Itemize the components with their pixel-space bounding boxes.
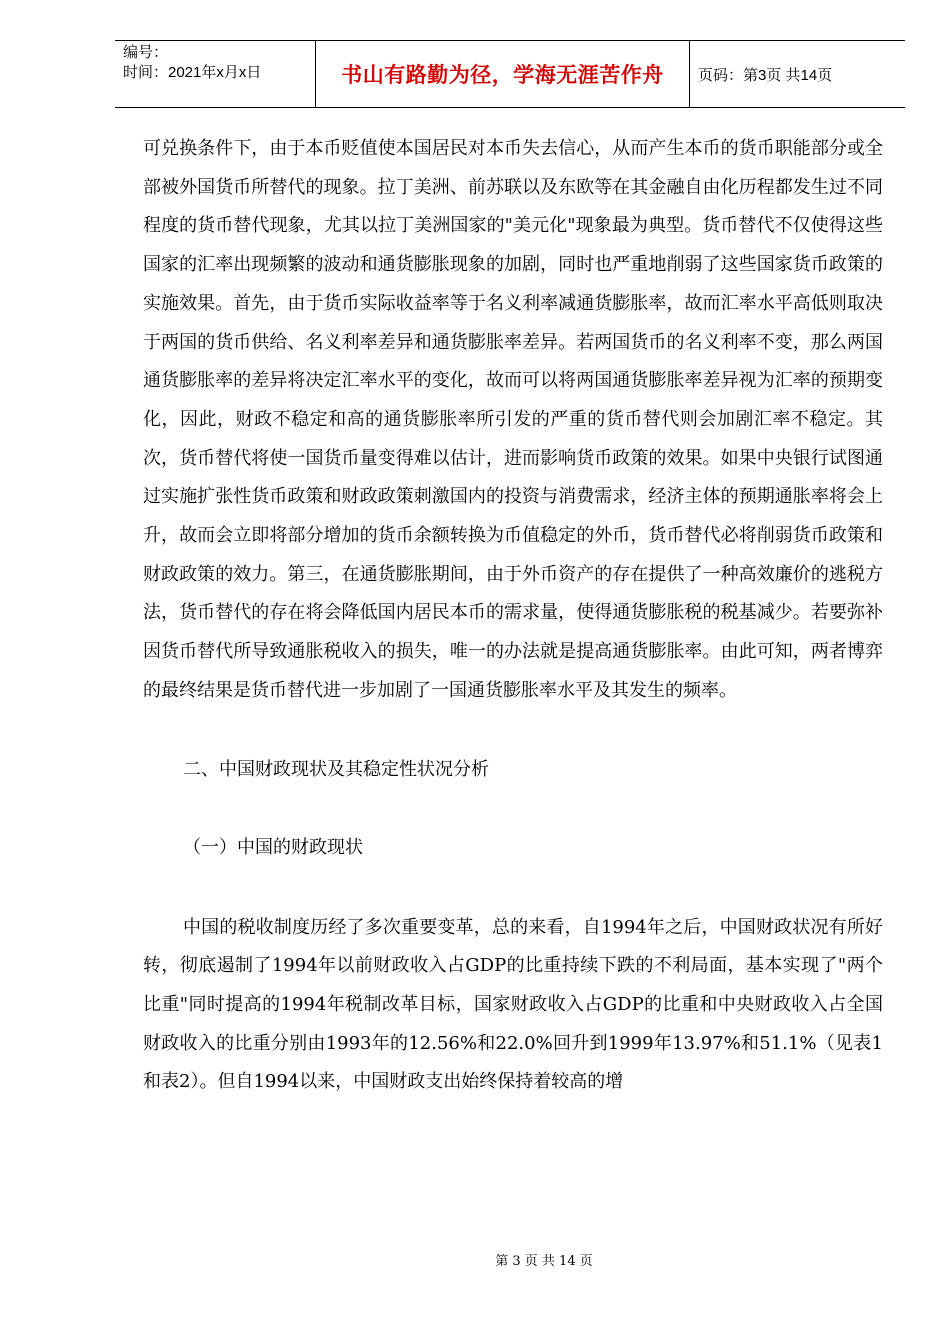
subsection-heading: （一）中国的财政现状 [183, 836, 363, 858]
page-footer: 第 3 页 共 14 页 [495, 1254, 593, 1269]
section-heading: 二、中国财政现状及其稳定性状况分析 [183, 758, 489, 780]
page-header [115, 40, 905, 108]
document-body [143, 130, 883, 1102]
document-date-label: 时间：2021年x月x日 [123, 64, 262, 81]
body-paragraph: 可兑换条件下，由于本币贬值使本国居民对本币失去信心，从而产生本币的货币职能部分或全部被外国货币所替代的现象。拉丁美洲、前苏联以及东欧等在其金融自由化历程都发生过不同程度的货币替代现象，尤其以拉丁美洲国家的"美元化"现象最为典型。货币替代不仅使得这些国家的汇率出现频繁的波动和通货膨胀现象的加剧，同时也严重地削弱了这些国家货币政策的实施效果。首先，由于货币实际收益率等于名义利率减通货膨胀率，故而汇率水平高低则取决于两国的货币供给、名义利率差异和通货膨胀率差异。若两国货币的名义利率不变，那么两国通货膨胀率的差异将决定汇率水平的变化，故而可以将两国通货膨胀率差异视为汇率的预期变化，因此，财政不稳定和高的通货膨胀率所引发的严重的货币替代则会加剧汇率不稳定。其次，货币替代将使一国货币量变得难以估计，进而影响货币政策的效果。如果中央银行试图通过实施扩张性货币政策和财政政策刺激国内的投资与消费需求，经济主体的预期通胀率将会上升，故而会立即将部分增加的货币余额转换为币值稳定的外币，货币替代必将削弱货币政策和财政政策的效力。第三，在通货膨胀期间，由于外币资产的存在提供了一种高效廉价的逃税方法，货币替代的存在将会降低国内居民本币的需求量，使得通货膨胀税的税基减少。若要弥补因货币替代所导致通胀税收入的损失，唯一的办法就是提高通货膨胀率。由此可知，两者博弈的最终结果是货币替代进一步加剧了一国通货膨胀率水平及其发生的频率。 [143, 138, 883, 701]
header-motto: 书山有路勤为径，学海无涯苦作舟 [316, 41, 690, 107]
header-meta [115, 41, 316, 107]
body-paragraph: 中国的税收制度历经了多次重要变革，总的来看，自1994年之后，中国财政状况有所好转，彻底遏制了1994年以前财政收入占GDP的比重持续下跌的不利局面，基本实现了"两个比重"同时提高的1994年税制改革目标，国家财政收入占GDP的比重和中央财政收入占全国财政收入的比重分别由1993年的12.56%和22.0%回升到1999年13.97%和51.1%（见表1和表2）。但自1994以来，中国财政支出始终保持着较高的增 [143, 916, 883, 1093]
header-page-number: 页码：第3页 共14页 [698, 66, 833, 84]
document-number-label: 编号： [123, 44, 169, 61]
